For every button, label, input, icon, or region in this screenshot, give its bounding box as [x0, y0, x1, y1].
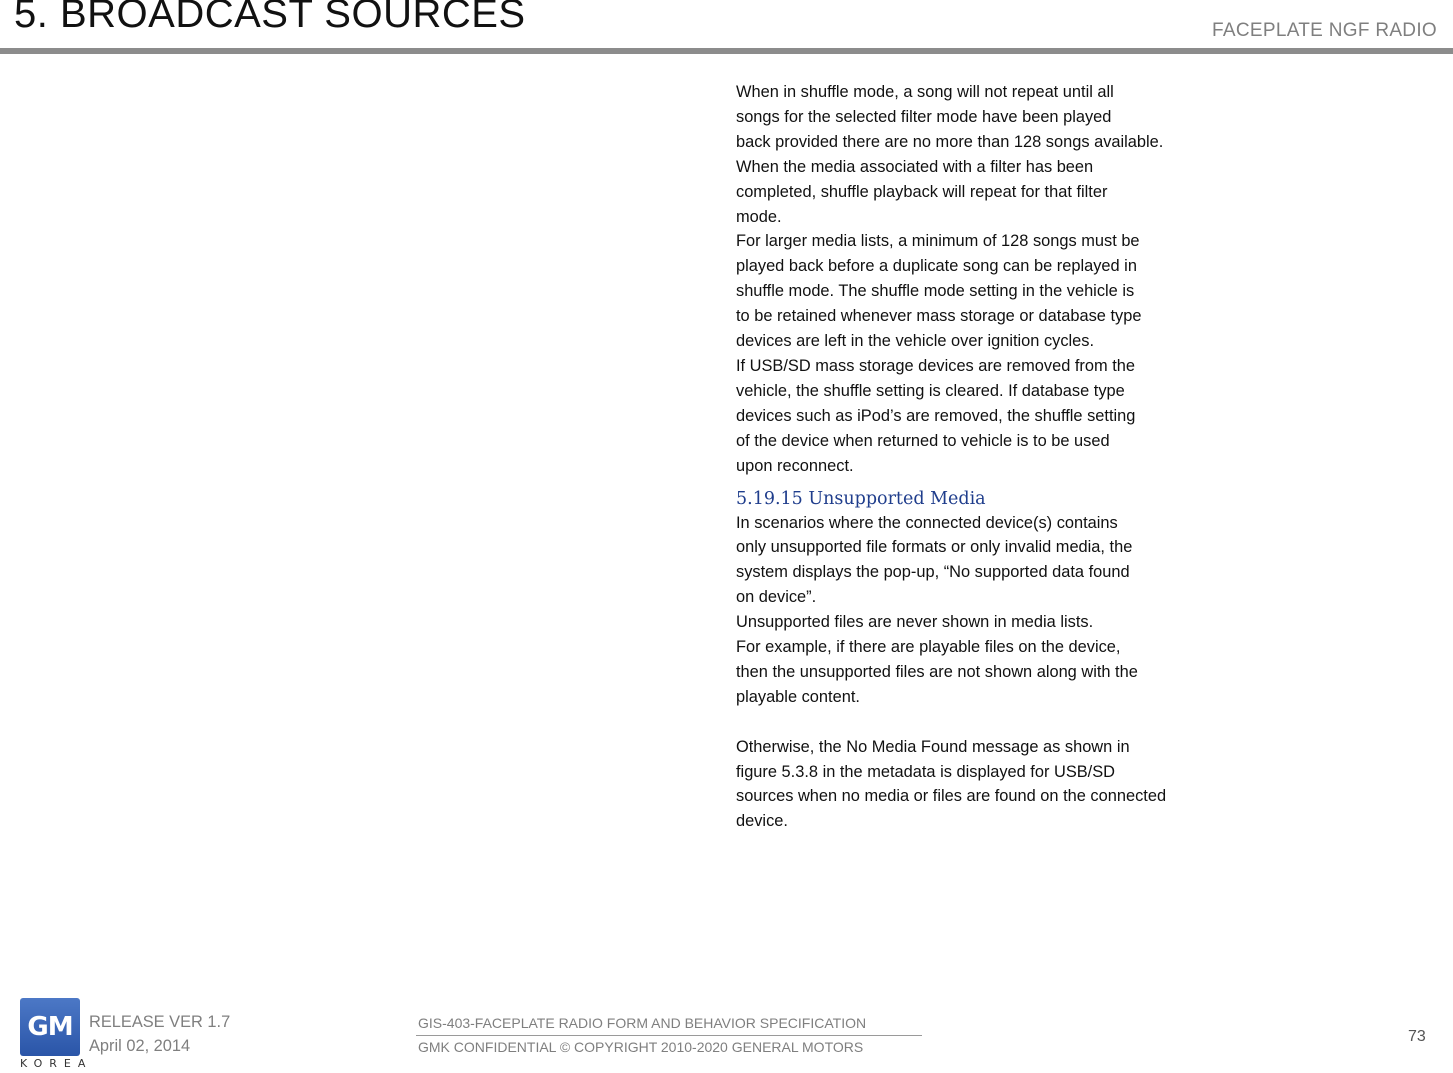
text-line: then the unsupported files are not shown along with the	[736, 662, 1138, 681]
text-line: For example, if there are playable files on the device,	[736, 638, 1121, 657]
page-number: 73	[1408, 1028, 1426, 1045]
text-line: on device”.	[736, 588, 817, 607]
gm-korea-logo	[20, 998, 93, 1070]
text-line: When the media associated with a filter has been	[736, 157, 1094, 176]
text-line: For larger media lists, a minimum of 128 songs must be	[736, 232, 1140, 251]
text-line: only unsupported file formats or only invalid media, the	[736, 538, 1133, 557]
text-line: vehicle, the shuffle setting is cleared. If database type	[736, 381, 1125, 400]
text-line: played back before a duplicate song can be replayed in	[736, 257, 1137, 276]
text-line: mode.	[736, 207, 782, 226]
paragraph-gap	[736, 710, 1256, 735]
text-line: system displays the pop-up, “No supported data found	[736, 563, 1130, 582]
text-line: When in shuffle mode, a song will not repeat until all	[736, 83, 1114, 101]
body-text-column	[736, 80, 1256, 834]
text-line: In scenarios where the connected device(s) contains	[736, 513, 1118, 532]
spec-title: GIS-403-FACEPLATE RADIO FORM AND BEHAVIOR SPECIFICATION	[418, 1015, 867, 1031]
paragraph-no-media-found	[736, 735, 1256, 835]
text-line: songs for the selected filter mode have been played	[736, 107, 1112, 126]
text-line: playable content.	[736, 687, 860, 706]
header-rule	[0, 48, 1453, 54]
text-line: If USB/SD mass storage devices are removed from the	[736, 356, 1135, 375]
text-line: devices such as iPod’s are removed, the shuffle setting	[736, 406, 1136, 425]
section-title: 5. BROADCAST SOURCES	[14, 0, 526, 36]
text-line: Otherwise, the No Media Found message as shown in	[736, 737, 1130, 756]
text-line: to be retained whenever mass storage or database type	[736, 307, 1142, 326]
text-line: upon reconnect.	[736, 456, 854, 475]
paragraph-shuffle	[736, 80, 1256, 479]
text-line: completed, shuffle playback will repeat for that filter	[736, 182, 1108, 201]
logo-korea-text: KOREA	[20, 1057, 93, 1070]
document-label: FACEPLATE NGF RADIO	[1212, 20, 1437, 41]
text-line: device.	[736, 812, 788, 831]
text-line: shuffle mode. The shuffle mode setting in the vehicle is	[736, 282, 1135, 301]
text-line: back provided there are no more than 128 songs available.	[736, 132, 1164, 151]
spec-footer	[418, 1012, 922, 1059]
release-info	[89, 1010, 230, 1058]
paragraph-unsupported-media	[736, 511, 1256, 710]
text-line: Unsupported files are never shown in media lists.	[736, 613, 1094, 632]
subsection-heading: 5.19.15 Unsupported Media	[736, 488, 986, 509]
text-line: of the device when returned to vehicle is to be used	[736, 431, 1110, 450]
text-line: figure 5.3.8 in the metadata is displayed for USB/SD	[736, 762, 1116, 781]
release-date: April 02, 2014	[89, 1037, 191, 1055]
text-line: devices are left in the vehicle over ignition cycles.	[736, 332, 1095, 351]
confidential-notice: GMK CONFIDENTIAL © COPYRIGHT 2010-2020 GENERAL MOTORS	[418, 1039, 864, 1055]
text-line: sources when no media or files are found on the connected	[736, 787, 1167, 806]
gm-logo-icon: GM	[20, 998, 80, 1056]
release-version: RELEASE VER 1.7	[89, 1013, 231, 1031]
